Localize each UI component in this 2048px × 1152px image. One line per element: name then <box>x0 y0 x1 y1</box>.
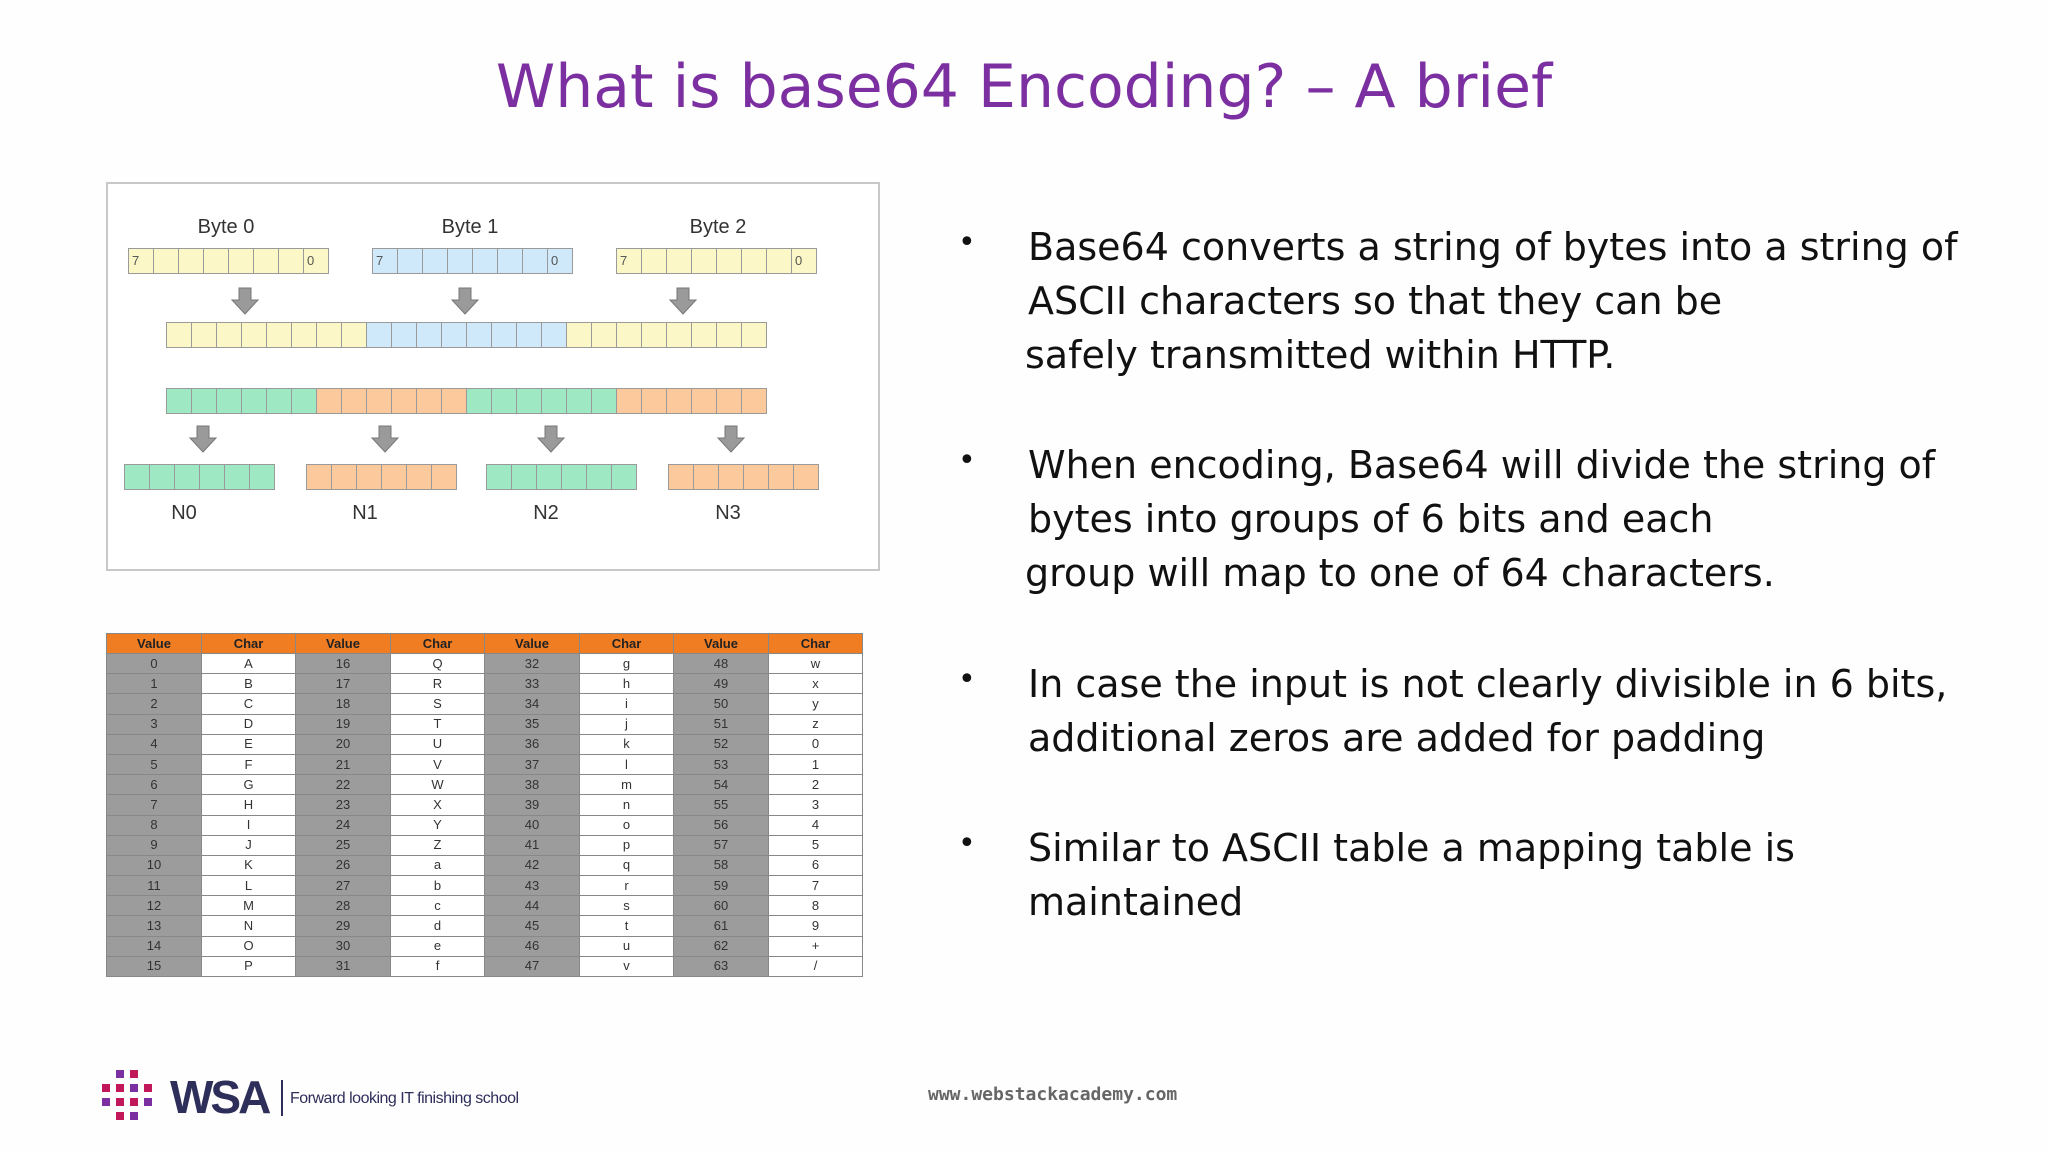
bit-cell <box>641 248 667 274</box>
char-cell: 1 <box>769 754 863 774</box>
down-arrow-icon <box>450 286 480 316</box>
value-cell: 45 <box>485 916 580 936</box>
bit-cell <box>124 464 150 490</box>
bit-cell <box>536 464 562 490</box>
value-cell: 2 <box>107 694 202 714</box>
bit-cell <box>497 248 523 274</box>
value-cell: 19 <box>296 714 391 734</box>
char-cell: B <box>202 674 296 694</box>
table-row <box>107 734 863 754</box>
char-cell: v <box>580 956 674 976</box>
column-header: Value <box>296 634 391 654</box>
char-cell: P <box>202 956 296 976</box>
value-cell: 26 <box>296 855 391 875</box>
char-cell: m <box>580 775 674 795</box>
char-cell: / <box>769 956 863 976</box>
logo-divider <box>281 1080 283 1116</box>
char-cell: f <box>391 956 485 976</box>
table-row <box>107 674 863 694</box>
char-cell: O <box>202 936 296 956</box>
bullet-line: ASCII characters so that they can be <box>1028 279 1723 323</box>
bullet-line: bytes into groups of 6 bits and each <box>1028 497 1714 541</box>
bit-cell <box>616 322 642 348</box>
char-cell: i <box>580 694 674 714</box>
bit-cell <box>316 388 342 414</box>
bit-cell <box>391 388 417 414</box>
table-row <box>107 896 863 916</box>
value-cell: 7 <box>107 795 202 815</box>
value-cell: 31 <box>296 956 391 976</box>
bit-cell <box>241 322 267 348</box>
value-cell: 4 <box>107 734 202 754</box>
bit-cell <box>366 388 392 414</box>
bit-cell: 0 <box>547 248 573 274</box>
char-cell: I <box>202 815 296 835</box>
value-cell: 34 <box>485 694 580 714</box>
value-cell: 28 <box>296 896 391 916</box>
bit-cell <box>381 464 407 490</box>
bullet-line: additional zeros are added for padding <box>1028 716 1766 760</box>
bit-cell <box>153 248 179 274</box>
table-row <box>107 694 863 714</box>
bit-cell <box>691 248 717 274</box>
bit-cell <box>331 464 357 490</box>
value-cell: 5 <box>107 754 202 774</box>
bit-cell <box>522 248 548 274</box>
char-cell: F <box>202 754 296 774</box>
char-cell: S <box>391 694 485 714</box>
value-cell: 25 <box>296 835 391 855</box>
char-cell: d <box>391 916 485 936</box>
value-cell: 43 <box>485 876 580 896</box>
bullet-dot: • <box>958 662 976 697</box>
value-cell: 0 <box>107 654 202 674</box>
column-header: Char <box>580 634 674 654</box>
bit-cell <box>149 464 175 490</box>
value-cell: 61 <box>674 916 769 936</box>
char-cell: Q <box>391 654 485 674</box>
char-cell: K <box>202 855 296 875</box>
table-row <box>107 815 863 835</box>
bit-cell: 7 <box>372 248 398 274</box>
column-header: Char <box>769 634 863 654</box>
bit-cell <box>766 248 792 274</box>
bit-cell <box>616 388 642 414</box>
bit-cell <box>516 388 542 414</box>
slide-title: What is base64 Encoding? – A brief <box>495 52 1553 122</box>
char-cell: E <box>202 734 296 754</box>
group-n0-bits <box>124 464 274 490</box>
char-cell: D <box>202 714 296 734</box>
bit-cell <box>741 388 767 414</box>
bit-cell: 0 <box>791 248 817 274</box>
bit-cell <box>586 464 612 490</box>
char-cell: X <box>391 795 485 815</box>
value-cell: 36 <box>485 734 580 754</box>
value-cell: 20 <box>296 734 391 754</box>
bit-cell <box>591 388 617 414</box>
value-cell: 3 <box>107 714 202 734</box>
group-label-n0: N0 <box>171 502 197 524</box>
value-cell: 47 <box>485 956 580 976</box>
value-cell: 21 <box>296 754 391 774</box>
column-header: Value <box>674 634 769 654</box>
char-cell: G <box>202 775 296 795</box>
value-cell: 24 <box>296 815 391 835</box>
bit-cell <box>561 464 587 490</box>
bit-cell <box>491 388 517 414</box>
bit-cell <box>541 388 567 414</box>
value-cell: 40 <box>485 815 580 835</box>
bit-cell <box>253 248 279 274</box>
char-cell: r <box>580 876 674 896</box>
char-cell: b <box>391 876 485 896</box>
char-cell: 2 <box>769 775 863 795</box>
bit-cell <box>199 464 225 490</box>
bullet-dot: • <box>958 443 976 478</box>
bit-cell <box>693 464 719 490</box>
char-cell: Y <box>391 815 485 835</box>
char-cell: 0 <box>769 734 863 754</box>
byte-0-bits <box>128 248 328 274</box>
bit-cell <box>466 388 492 414</box>
value-cell: 14 <box>107 936 202 956</box>
char-cell: M <box>202 896 296 916</box>
byte-label-2: Byte 2 <box>689 216 747 238</box>
bit-cell <box>566 388 592 414</box>
value-cell: 41 <box>485 835 580 855</box>
char-cell: 4 <box>769 815 863 835</box>
bit-cell <box>491 322 517 348</box>
bit-cell <box>741 248 767 274</box>
bit-cell: 7 <box>616 248 642 274</box>
bit-cell <box>306 464 332 490</box>
bullet-line: Similar to ASCII table a mapping table is <box>1028 826 1795 870</box>
bit-cell <box>431 464 457 490</box>
value-cell: 22 <box>296 775 391 795</box>
bit-cell <box>716 388 742 414</box>
value-cell: 35 <box>485 714 580 734</box>
bit-cell <box>406 464 432 490</box>
value-cell: 49 <box>674 674 769 694</box>
bit-cell <box>316 322 342 348</box>
value-cell: 13 <box>107 916 202 936</box>
bit-cell <box>441 388 467 414</box>
value-cell: 53 <box>674 754 769 774</box>
byte-1-bits <box>372 248 572 274</box>
char-cell: R <box>391 674 485 694</box>
bit-cell <box>743 464 769 490</box>
bit-cell <box>216 322 242 348</box>
value-cell: 29 <box>296 916 391 936</box>
bullet-line: When encoding, Base64 will divide the string of <box>1028 443 1936 487</box>
value-cell: 57 <box>674 835 769 855</box>
bullet-dot: • <box>958 826 976 861</box>
bit-cell <box>356 464 382 490</box>
bit-cell <box>718 464 744 490</box>
bit-cell <box>266 322 292 348</box>
char-cell: 3 <box>769 795 863 815</box>
bit-cell <box>716 248 742 274</box>
bit-cell <box>341 388 367 414</box>
byte-label-0: Byte 0 <box>197 216 255 238</box>
down-arrow-icon <box>716 424 746 454</box>
bit-cell <box>666 248 692 274</box>
bit-cell <box>178 248 204 274</box>
bit-cell <box>486 464 512 490</box>
bit-cell <box>291 388 317 414</box>
table-row <box>107 714 863 734</box>
bit-cell <box>203 248 229 274</box>
char-cell: Z <box>391 835 485 855</box>
website-url: www.webstackacademy.com <box>928 1084 1178 1105</box>
value-cell: 63 <box>674 956 769 976</box>
group-label-n2: N2 <box>533 502 559 524</box>
bit-cell <box>341 322 367 348</box>
bit-cell <box>472 248 498 274</box>
bit-cell <box>216 388 242 414</box>
bit-cell <box>793 464 819 490</box>
value-cell: 38 <box>485 775 580 795</box>
char-cell: o <box>580 815 674 835</box>
bit-cell: 7 <box>128 248 154 274</box>
value-cell: 56 <box>674 815 769 835</box>
bit-cell <box>416 322 442 348</box>
bullet-dot: • <box>958 225 976 260</box>
bit-grouping-diagram <box>106 182 880 571</box>
value-cell: 8 <box>107 815 202 835</box>
char-cell: W <box>391 775 485 795</box>
char-cell: h <box>580 674 674 694</box>
value-cell: 42 <box>485 855 580 875</box>
value-cell: 54 <box>674 775 769 795</box>
bit-cell <box>191 322 217 348</box>
table-row <box>107 835 863 855</box>
value-cell: 17 <box>296 674 391 694</box>
table-row <box>107 654 863 674</box>
char-cell: 6 <box>769 855 863 875</box>
bit-cell <box>166 322 192 348</box>
table-row <box>107 956 863 976</box>
column-header: Char <box>202 634 296 654</box>
bullet-line: Base64 converts a string of bytes into a string of <box>1028 225 1958 269</box>
bit-cell <box>391 322 417 348</box>
char-cell: n <box>580 795 674 815</box>
char-cell: A <box>202 654 296 674</box>
value-cell: 51 <box>674 714 769 734</box>
char-cell: z <box>769 714 863 734</box>
group-label-n1: N1 <box>352 502 378 524</box>
char-cell: t <box>580 916 674 936</box>
bit-cell <box>366 322 392 348</box>
value-cell: 15 <box>107 956 202 976</box>
value-cell: 48 <box>674 654 769 674</box>
value-cell: 60 <box>674 896 769 916</box>
bit-cell <box>228 248 254 274</box>
table-row <box>107 855 863 875</box>
char-cell: e <box>391 936 485 956</box>
value-cell: 27 <box>296 876 391 896</box>
value-cell: 46 <box>485 936 580 956</box>
char-cell: T <box>391 714 485 734</box>
bit-cell <box>416 388 442 414</box>
char-cell: x <box>769 674 863 694</box>
bit-cell <box>716 322 742 348</box>
bit-cell <box>241 388 267 414</box>
char-cell: J <box>202 835 296 855</box>
char-cell: U <box>391 734 485 754</box>
value-cell: 55 <box>674 795 769 815</box>
down-arrow-icon <box>536 424 566 454</box>
char-cell: 5 <box>769 835 863 855</box>
bit-cell <box>768 464 794 490</box>
char-cell: 8 <box>769 896 863 916</box>
down-arrow-icon <box>370 424 400 454</box>
bit-cell <box>511 464 537 490</box>
bit-cell <box>691 322 717 348</box>
down-arrow-icon <box>230 286 260 316</box>
group-n1-bits <box>306 464 456 490</box>
bit-cell <box>278 248 304 274</box>
char-cell: 7 <box>769 876 863 896</box>
char-cell: p <box>580 835 674 855</box>
bullet-line: In case the input is not clearly divisible in 6 bits, <box>1028 662 1948 706</box>
table-row <box>107 876 863 896</box>
bit-cell <box>266 388 292 414</box>
bit-cell <box>668 464 694 490</box>
value-cell: 58 <box>674 855 769 875</box>
column-header: Value <box>485 634 580 654</box>
value-cell: 18 <box>296 694 391 714</box>
value-cell: 32 <box>485 654 580 674</box>
byte-2-bits <box>616 248 816 274</box>
char-cell: k <box>580 734 674 754</box>
bit-cell <box>566 322 592 348</box>
bit-cell <box>741 322 767 348</box>
bit-cell <box>174 464 200 490</box>
char-cell: 9 <box>769 916 863 936</box>
value-cell: 30 <box>296 936 391 956</box>
bullet-line: maintained <box>1028 880 1244 924</box>
char-cell: C <box>202 694 296 714</box>
char-cell: j <box>580 714 674 734</box>
char-cell: l <box>580 754 674 774</box>
value-cell: 16 <box>296 654 391 674</box>
table-row <box>107 916 863 936</box>
value-cell: 59 <box>674 876 769 896</box>
group-n2-bits <box>486 464 636 490</box>
group-n3-bits <box>668 464 818 490</box>
table-row <box>107 795 863 815</box>
group-label-n3: N3 <box>715 502 741 524</box>
bit-cell <box>691 388 717 414</box>
bit-cell <box>291 322 317 348</box>
bit-cell <box>422 248 448 274</box>
regrouped-6-bit-groups <box>166 388 766 414</box>
bit-cell <box>641 322 667 348</box>
bit-cell <box>397 248 423 274</box>
wsa-logo-text: WSA <box>170 1071 269 1123</box>
bit-cell <box>466 322 492 348</box>
value-cell: 10 <box>107 855 202 875</box>
char-cell: u <box>580 936 674 956</box>
bit-cell <box>224 464 250 490</box>
bit-cell <box>591 322 617 348</box>
value-cell: 23 <box>296 795 391 815</box>
char-cell: w <box>769 654 863 674</box>
value-cell: 50 <box>674 694 769 714</box>
bit-cell <box>641 388 667 414</box>
bit-cell <box>441 322 467 348</box>
bit-cell <box>666 322 692 348</box>
bit-cell <box>191 388 217 414</box>
bullet-line: group will map to one of 64 characters. <box>1025 551 1775 595</box>
table-row <box>107 936 863 956</box>
char-cell: + <box>769 936 863 956</box>
char-cell: V <box>391 754 485 774</box>
byte-label-1: Byte 1 <box>441 216 499 238</box>
down-arrow-icon <box>188 424 218 454</box>
value-cell: 37 <box>485 754 580 774</box>
char-cell: y <box>769 694 863 714</box>
column-header: Value <box>107 634 202 654</box>
value-cell: 11 <box>107 876 202 896</box>
bit-cell: 0 <box>303 248 329 274</box>
char-cell: g <box>580 654 674 674</box>
bit-cell <box>249 464 275 490</box>
bit-cell <box>541 322 567 348</box>
column-header: Char <box>391 634 485 654</box>
char-cell: L <box>202 876 296 896</box>
down-arrow-icon <box>668 286 698 316</box>
value-cell: 52 <box>674 734 769 754</box>
char-cell: N <box>202 916 296 936</box>
table-row <box>107 754 863 774</box>
concatenated-24-bits <box>166 322 766 348</box>
bit-cell <box>516 322 542 348</box>
char-cell: q <box>580 855 674 875</box>
value-cell: 62 <box>674 936 769 956</box>
char-cell: a <box>391 855 485 875</box>
value-cell: 39 <box>485 795 580 815</box>
bit-cell <box>166 388 192 414</box>
char-cell: s <box>580 896 674 916</box>
value-cell: 44 <box>485 896 580 916</box>
tagline: Forward looking IT finishing school <box>290 1090 519 1107</box>
base64-mapping-table <box>106 633 863 977</box>
table-row <box>107 775 863 795</box>
value-cell: 33 <box>485 674 580 694</box>
value-cell: 12 <box>107 896 202 916</box>
dot-grid-logo-icon <box>100 1068 160 1128</box>
table-header-row <box>107 634 863 654</box>
value-cell: 1 <box>107 674 202 694</box>
char-cell: H <box>202 795 296 815</box>
bullet-line: safely transmitted within HTTP. <box>1025 333 1616 377</box>
value-cell: 9 <box>107 835 202 855</box>
bit-cell <box>611 464 637 490</box>
value-cell: 6 <box>107 775 202 795</box>
bit-cell <box>447 248 473 274</box>
bit-cell <box>666 388 692 414</box>
char-cell: c <box>391 896 485 916</box>
